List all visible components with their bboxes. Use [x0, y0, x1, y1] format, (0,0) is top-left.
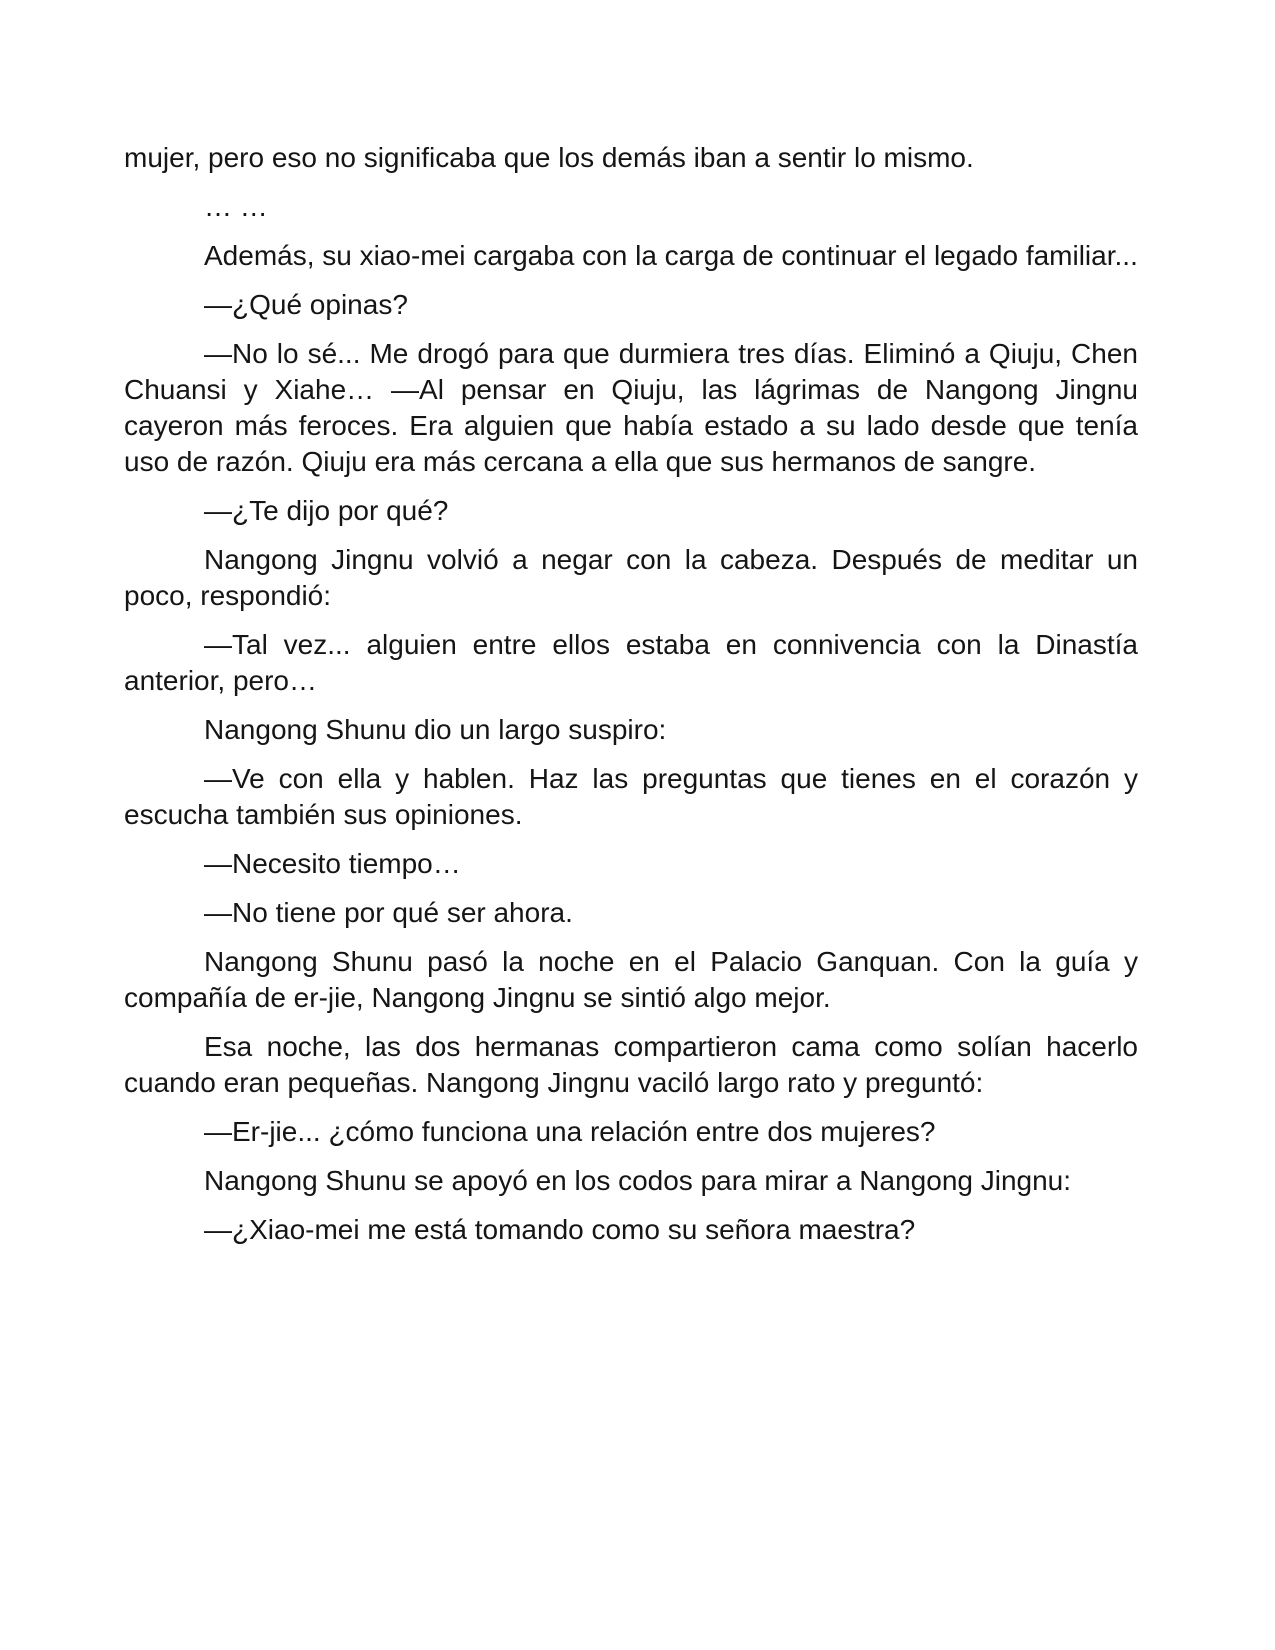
paragraph-3: Además, su xiao-mei cargaba con la carga de continuar el legado familiar...: [204, 240, 1138, 271]
dialogue-line: —Er-jie... ¿cómo funciona una relación entre dos mujeres?: [204, 1116, 936, 1147]
dialogue-line: —¿Te dijo por qué?: [204, 495, 449, 526]
dialogue-line: —Necesito tiempo…: [204, 848, 461, 879]
scene-break: … …: [204, 191, 268, 222]
narrative-paragraph: Nangong Jingnu volvió a negar con la cabeza. Después de meditar un poco, respondió:: [124, 544, 1138, 611]
narrative-paragraph: Nangong Shunu se apoyó en los codos para mirar a Nangong Jingnu:: [204, 1165, 1072, 1196]
dialogue-line: —Tal vez... alguien entre ellos estaba en connivencia con la Dinastía anterior, pero…: [124, 629, 1138, 696]
narrative-paragraph: Nangong Shunu dio un largo suspiro:: [204, 714, 667, 745]
paragraph-1: mujer, pero eso no significaba que los demás iban a sentir lo mismo.: [124, 142, 974, 173]
narrative-paragraph: Esa noche, las dos hermanas compartieron cama como solían hacerlo cuando eran pequeñas. Nangong Jingnu vaciló largo rato y preguntó:: [124, 1031, 1138, 1098]
document-page: [124, 140, 1138, 1261]
dialogue-line: —No tiene por qué ser ahora.: [204, 897, 573, 928]
dialogue-line: —¿Xiao-mei me está tomando como su señora maestra?: [204, 1214, 916, 1245]
narrative-paragraph: Nangong Shunu pasó la noche en el Palacio Ganquan. Con la guía y compañía de er-jie, Nangong Jingnu se sintió algo mejor.: [124, 946, 1138, 1013]
dialogue-line: —Ve con ella y hablen. Haz las preguntas que tienes en el corazón y escucha también sus opiniones.: [124, 763, 1138, 830]
dialogue-line: —No lo sé... Me drogó para que durmiera tres días. Eliminó a Qiuju, Chen Chuansi y Xiahe… —Al pensar en Qiuju, las lágrimas de Nangong Jingnu cayeron más feroces. Era alguien que había estado a su lado desde que tenía uso de razón. Qiuju era más cercana a ella que sus hermanos de sangre.: [124, 338, 1138, 477]
dialogue-line: —¿Qué opinas?: [204, 289, 408, 320]
